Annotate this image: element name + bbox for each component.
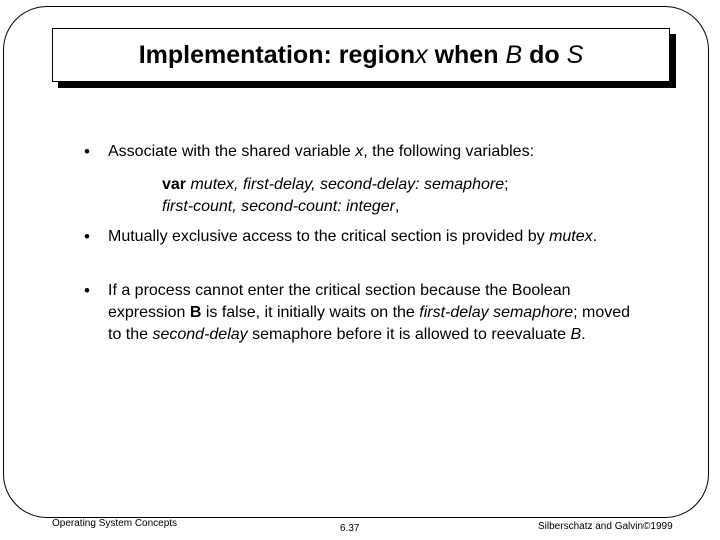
declaration-line-2-end: , — [395, 198, 400, 215]
declaration-line-1-end: ; — [504, 176, 509, 193]
slide-title — [52, 28, 670, 82]
title-part3: do — [522, 40, 567, 69]
bullet-3-second-delay: second-delay — [152, 326, 248, 343]
bullet-marker-1: • — [84, 142, 90, 161]
bullet-3-seg3: is false, it initially waits on the — [201, 304, 420, 321]
title-part1: Implementation: region — [138, 40, 416, 69]
declaration-line-2 — [162, 196, 509, 218]
bullet-3-var-b: B — [189, 304, 202, 321]
footer-right: Silberschatz and Galvin©1999 — [538, 521, 673, 532]
declaration-line-1-text: mutex, first-delay, second-delay: semaphore — [186, 176, 505, 193]
bullet-3-first-delay: first-delay semaphore — [419, 304, 574, 321]
footer-page-number: 6.37 — [340, 523, 360, 534]
bullet-2-seg1: Mutually exclusive access to the critical section is provided by — [108, 228, 550, 245]
bullet-3-seg9: . — [581, 326, 586, 343]
title-var-x: x — [415, 40, 428, 69]
bullet-1-seg3: , the following variables: — [363, 143, 535, 160]
variable-declaration — [162, 174, 509, 218]
title-var-b: B — [505, 40, 523, 69]
declaration-line-1 — [162, 174, 509, 196]
bullet-3-seg5: ; moved to the — [108, 304, 631, 343]
bullet-text-2 — [108, 226, 608, 248]
declaration-line-2-text: first-count, second-count: integer — [162, 198, 396, 215]
title-var-s: S — [566, 40, 584, 69]
bullet-2-seg3: . — [592, 228, 598, 245]
bullet-2-mutex: mutex — [549, 228, 593, 245]
bullet-text-3 — [108, 280, 633, 346]
bullet-3-var-b-italic: B — [570, 326, 582, 343]
title-part2: when — [427, 40, 506, 69]
footer-left: Operating System Concepts — [52, 518, 178, 529]
bullet-1-seg1: Associate with the shared variable — [108, 143, 356, 160]
bullet-marker-3: • — [84, 281, 90, 300]
bullet-text-1 — [108, 141, 648, 163]
bullet-3-seg1: If a process cannot enter the critical section because the Boolean expression — [108, 282, 571, 321]
keyword-var: var — [162, 176, 187, 193]
bullet-1-var-x: x — [355, 143, 364, 160]
bullet-marker-2: • — [84, 227, 90, 246]
bullet-3-seg7: semaphore before it is allowed to reevaluate — [247, 326, 571, 343]
